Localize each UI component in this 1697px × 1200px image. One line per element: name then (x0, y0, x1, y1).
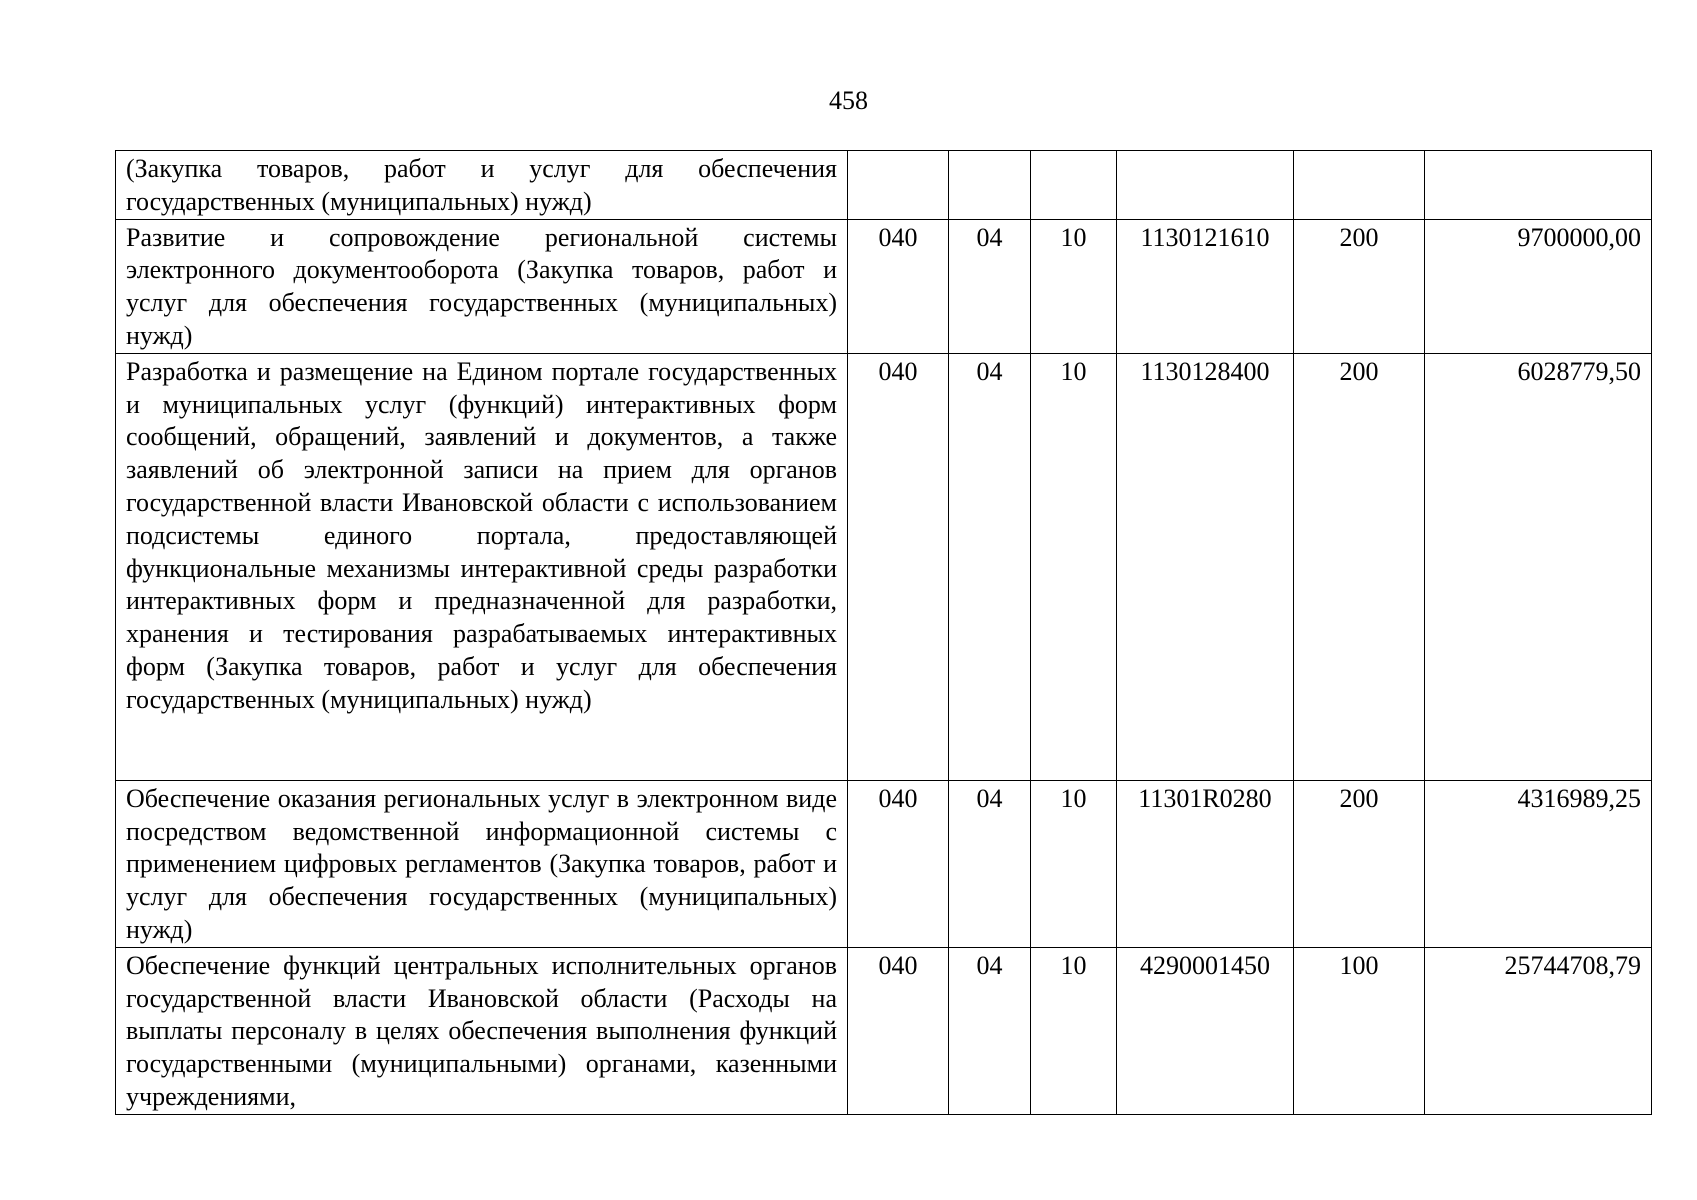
row-section (949, 151, 1031, 220)
table-row (116, 353, 1652, 780)
row-subsection: 10 (1031, 780, 1117, 947)
table-row (116, 219, 1652, 353)
row-description: Обеспечение оказания региональных услуг в электронном виде посредством ведомственной информационной системы с применением цифровых регламентов (Закупка товаров, работ и услуг для обеспечения государственных (муниципальных) нужд) (116, 780, 848, 947)
row-description: (Закупка товаров, работ и услуг для обеспечения государственных (муниципальных) нужд) (116, 151, 848, 220)
row-subsection: 10 (1031, 947, 1117, 1114)
row-expense-type: 100 (1294, 947, 1425, 1114)
row-target-article: 4290001450 (1117, 947, 1294, 1114)
table-row (116, 151, 1652, 220)
row-target-article: 1130128400 (1117, 353, 1294, 780)
row-admin-code (848, 151, 949, 220)
row-amount (1425, 151, 1652, 220)
page-number: 458 (829, 86, 868, 115)
row-subsection: 10 (1031, 219, 1117, 353)
row-admin-code: 040 (848, 219, 949, 353)
table-row (116, 780, 1652, 947)
row-description: Обеспечение функций центральных исполнительных органов государственной власти Ивановской области (Расходы на выплаты персоналу в целях обеспечения выполнения функций государственными (муниципальными) органами, казенными учреждениями, (116, 947, 848, 1114)
budget-table (115, 150, 1652, 1115)
row-section: 04 (949, 219, 1031, 353)
table-row (116, 947, 1652, 1114)
row-expense-type: 200 (1294, 780, 1425, 947)
row-expense-type: 200 (1294, 219, 1425, 353)
row-admin-code: 040 (848, 780, 949, 947)
row-expense-type: 200 (1294, 353, 1425, 780)
row-amount: 4316989,25 (1425, 780, 1652, 947)
row-section: 04 (949, 353, 1031, 780)
row-amount: 6028779,50 (1425, 353, 1652, 780)
row-target-article: 1130121610 (1117, 219, 1294, 353)
row-description: Разработка и размещение на Едином портале государственных и муниципальных услуг (функций) интерактивных форм сообщений, обращений, заявлений и документов, а также заявлений об электронной записи на прием для органов государственной власти Ивановской области с использованием подсистемы единого портала, предоставляющей функциональные механизмы интерактивной среды разработки интерактивных форм и предназначенной для разработки, хранения и тестирования разрабатываемых интерактивных форм (Закупка товаров, работ и услуг для обеспечения государственных (муниципальных) нужд) (116, 353, 848, 780)
row-amount: 25744708,79 (1425, 947, 1652, 1114)
row-section: 04 (949, 947, 1031, 1114)
row-target-article (1117, 151, 1294, 220)
row-admin-code: 040 (848, 947, 949, 1114)
row-subsection: 10 (1031, 353, 1117, 780)
row-admin-code: 040 (848, 353, 949, 780)
row-subsection (1031, 151, 1117, 220)
row-description: Развитие и сопровождение региональной системы электронного документооборота (Закупка товаров, работ и услуг для обеспечения государственных (муниципальных) нужд) (116, 219, 848, 353)
row-expense-type (1294, 151, 1425, 220)
row-amount: 9700000,00 (1425, 219, 1652, 353)
row-section: 04 (949, 780, 1031, 947)
row-target-article: 11301R0280 (1117, 780, 1294, 947)
